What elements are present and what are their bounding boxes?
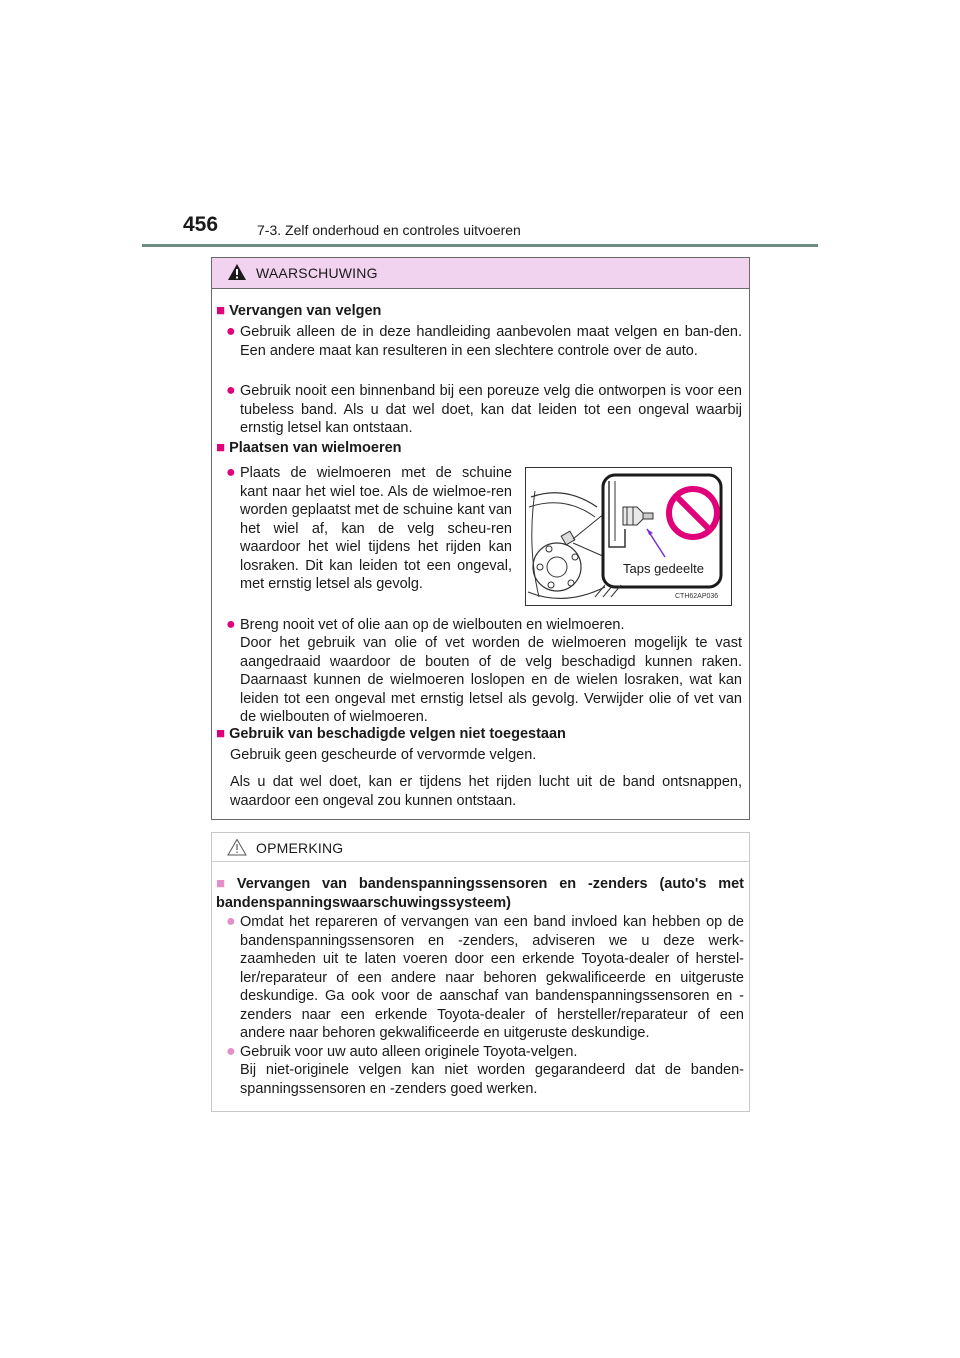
- section-heading: ■ Vervangen van velgen: [216, 302, 382, 319]
- square-bullet-icon: ■: [216, 302, 226, 319]
- warning-box: WAARSCHUWING ■ Vervangen van velgen ● Gebruik alleen de in deze handleiding aanbevolen maat velgen en ban-den. Een andere maat kan resulteren in een slechtere controle over de auto. ● Gebruik nooit een binnenband bij een poreuze velg die ontworpen is voor een tubeless band. Als u dat wel doet, kan dat leiden tot een ongeval waarbij ernstig letsel kan ontstaan. ■ Plaatsen van wielmoeren ● Plaats de wielmoeren met de schuine kant naar het wiel toe. Als de wielmoe-ren worden geplaatst met de schuine kant van het wiel af, kan de velg scheu-ren waardoor het wiel tijdens het rijden kan losraken. Dit kan leiden tot een ongeval, met ernstig letsel als gevolg. ● Breng nooit vet of olie aan op de wielbouten en wielmoeren. Door het gebruik van olie of vet worden de wielmoeren mogelijk te vast aangedraaid waardoor de bouten of de velg beschadigd kunnen raken. Daarnaast kunnen de wielmoeren loslopen en de wielen losraken, wat kan leiden tot een ongeval met ernstig letsel als gevolg. Verwijder olie of vet van de wielbouten of wielmoeren. ■ Gebruik van beschadigde velgen niet toegestaan Gebruik geen gescheurde of vervormde velgen. Als u dat wel doet, kan er tijdens het rijden lucht uit de band ontsnappen, waardoor een ongeval zou kunnen ontstaan.: [211, 257, 750, 820]
- paragraph: Door het gebruik van olie of vet worden de wielmoeren mogelijk te vast aangedraaid waardoor de bouten of de velg beschadigd kunnen raken. Daarnaast kunnen de wielmoeren loslopen en de wielen losraken, wat kan leiden tot een ongeval met ernstig letsel als gevolg. Verwijder olie of vet van de wielbouten of wielmoeren.: [240, 635, 742, 725]
- paragraph: Bij niet-originele velgen kan niet worden gegarandeerd dat de banden-spanningssensoren en -zenders goed werken.: [240, 1062, 744, 1097]
- square-bullet-icon: ■: [216, 725, 226, 742]
- bullet-icon: ●: [226, 616, 236, 633]
- paragraph: Als u dat wel doet, kan er tijdens het rijden lucht uit de band ontsnappen, waardoor een ongeval zou kunnen ontstaan.: [230, 774, 742, 809]
- section-heading: ■ Gebruik van beschadigde velgen niet toegestaan: [216, 725, 566, 742]
- bullet-icon: ●: [226, 913, 236, 930]
- figure-label: Taps gedeelte: [623, 561, 704, 576]
- section-title: 7-3. Zelf onderhoud en controles uitvoeren: [257, 222, 521, 238]
- wheel-nut-diagram: [525, 467, 732, 606]
- bullet-icon: ●: [226, 464, 236, 481]
- warning-title: WAARSCHUWING: [256, 265, 378, 281]
- caution-triangle-icon: [227, 838, 247, 861]
- square-bullet-icon: ■: [216, 439, 226, 456]
- note-title: OPMERKING: [256, 840, 344, 856]
- note-header: [212, 833, 749, 862]
- page-header: [183, 213, 823, 247]
- square-bullet-icon: ■: [216, 875, 233, 892]
- wheel-nut-illustration: [525, 467, 732, 606]
- note-box: OPMERKING ■ Vervangen van bandenspanningssensoren en -zenders (auto's met bandenspanningswaarschuwingssysteem) ● Omdat het repareren of vervangen van een band invloed kan hebben op de bandenspanningssensoren en -zenders, adviseren we u deze werk-zaamheden uit te laten voeren door een erkende Toyota-dealer of herstel-ler/reparateur of een andere naar behoren gekwalificeerde en uitgeruste deskundige. Ga ook voor de aanschaf van bandenspanningssensoren en -zenders naar een erkende Toyota-dealer of hersteller/reparateur of een andere naar behoren gekwalificeerde en uitgeruste deskundige. ● Gebruik voor uw auto alleen originele Toyota-velgen. Bij niet-originele velgen kan niet worden gegarandeerd dat de banden-spanningssensoren en -zenders goed werken.: [211, 832, 750, 1112]
- figure-code: CTH62AP036: [675, 593, 719, 600]
- bullet-icon: ●: [226, 323, 236, 340]
- paragraph: Gebruik geen gescheurde of vervormde velgen.: [230, 747, 537, 763]
- bullet-icon: ●: [226, 382, 236, 399]
- bullet-icon: ●: [226, 1043, 236, 1060]
- page-number: 456: [183, 213, 219, 236]
- warning-header: [212, 258, 749, 289]
- section-heading: ■ Vervangen van bandenspanningssensoren en -zenders (auto's met bandenspanningswaarschuwingssysteem): [216, 875, 745, 911]
- section-heading: ■ Plaatsen van wielmoeren: [216, 439, 402, 456]
- header-divider: [142, 244, 818, 247]
- warning-triangle-icon: [227, 263, 247, 286]
